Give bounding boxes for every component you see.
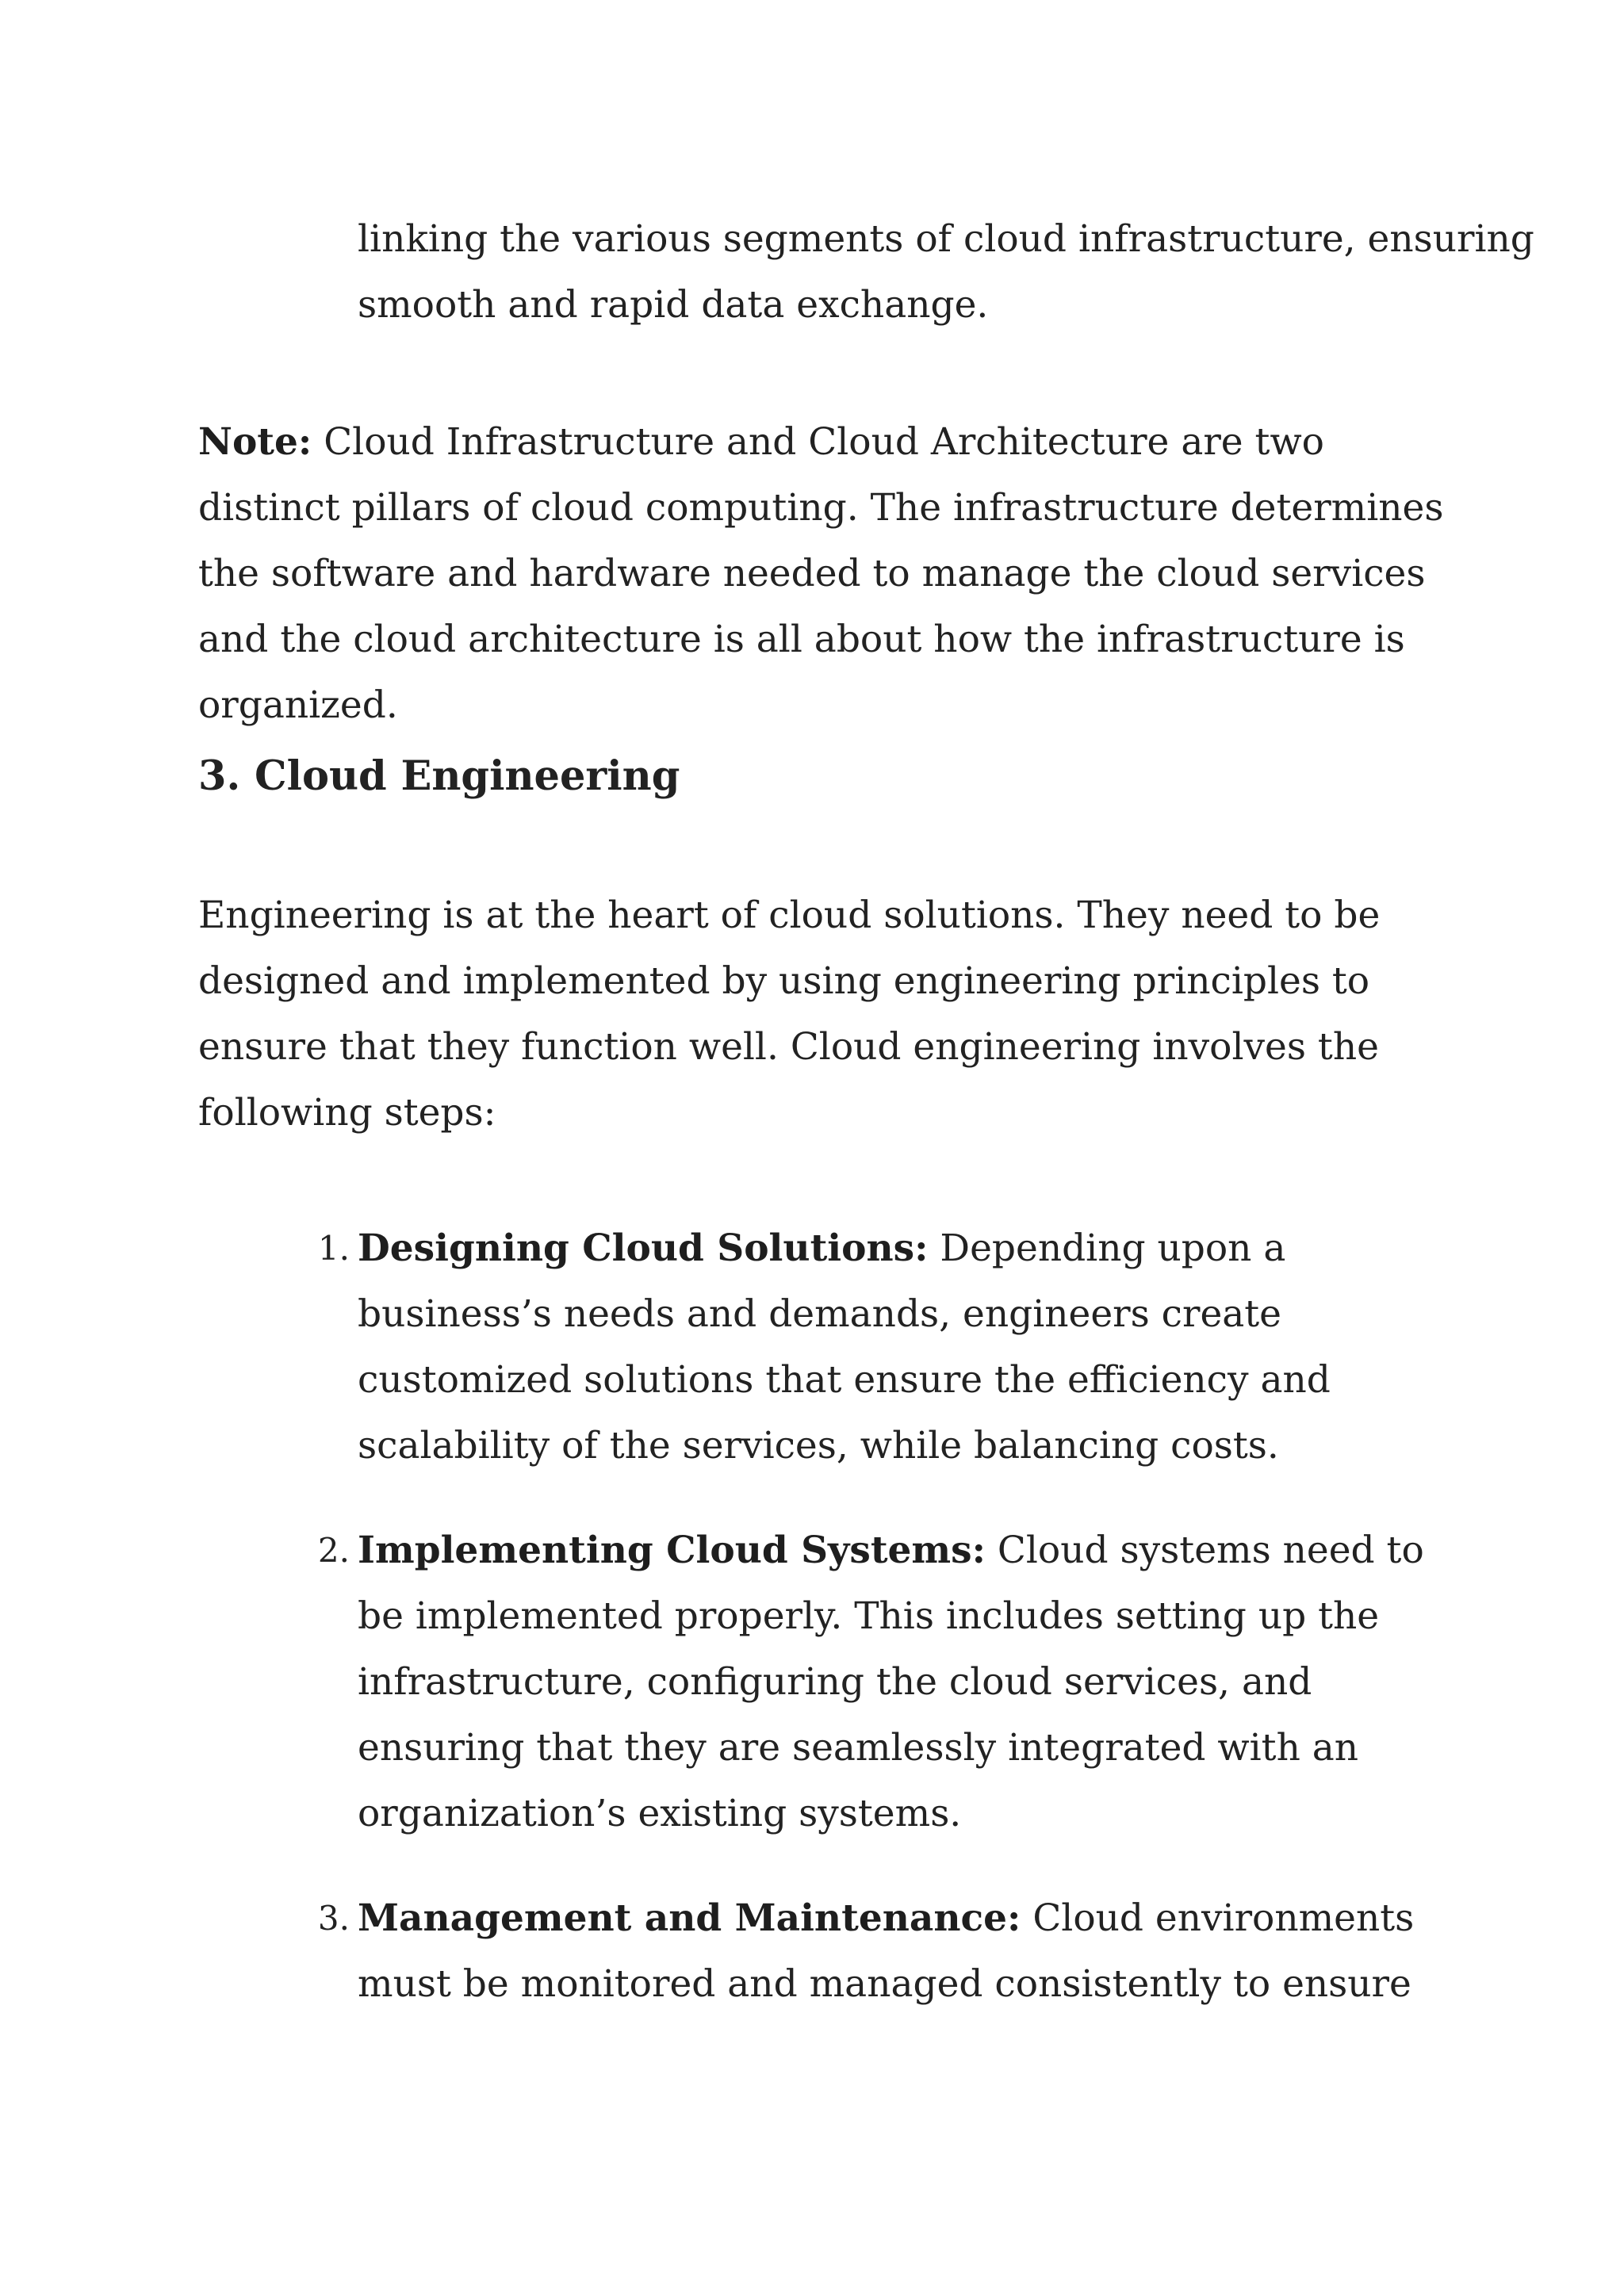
intro-text: Engineering is at the heart of cloud solutions. They need to be designed and implemented by using engineering principles to ensure that they function well. Cloud engineering involves the following steps: (198, 894, 1381, 1135)
list-item-text: Cloud environments must be monitored and managed consistently to ensure (358, 1896, 1415, 2006)
note-text: Cloud Infrastructure and Cloud Architecture are two distinct pillars of cloud computing. The infrastructure determines the software and hardware needed to manage the cloud services and the cloud architecture is all about how the infrastructure is organized. (198, 420, 1444, 727)
continuation-text: linking the various segments of cloud infrastructure, ensuring smooth and rapid data exchange. (358, 217, 1534, 327)
steps-list (317, 1215, 1452, 2056)
note-label: Note: (198, 420, 312, 464)
list-item-text: Depending upon a business’s needs and demands, engineers create customized solutions that ensure the efficiency and scalability of the services, while balancing costs. (358, 1226, 1331, 1468)
list-item-title: Implementing Cloud Systems: (358, 1529, 986, 1572)
list-item-number: 1. (317, 1229, 350, 1268)
note-paragraph (198, 409, 1451, 738)
list-item-number: 3. (317, 1899, 350, 1938)
list-item-number: 2. (317, 1531, 350, 1570)
list-item-title: Management and Maintenance: (358, 1896, 1021, 1940)
list-item (317, 1885, 1452, 2017)
intro-paragraph (198, 882, 1388, 1146)
section-heading: 3. Cloud Engineering (198, 752, 680, 800)
list-item-title: Designing Cloud Solutions: (358, 1226, 929, 1270)
list-item-text: Cloud systems need to be implemented properly. This includes setting up the infrastructure, configuring the cloud services, and ensuring that they are seamlessly integrated with an organization’s existing systems. (358, 1529, 1424, 1835)
continuation-paragraph (358, 206, 1587, 338)
list-item (317, 1517, 1452, 1846)
list-item (317, 1215, 1452, 1479)
